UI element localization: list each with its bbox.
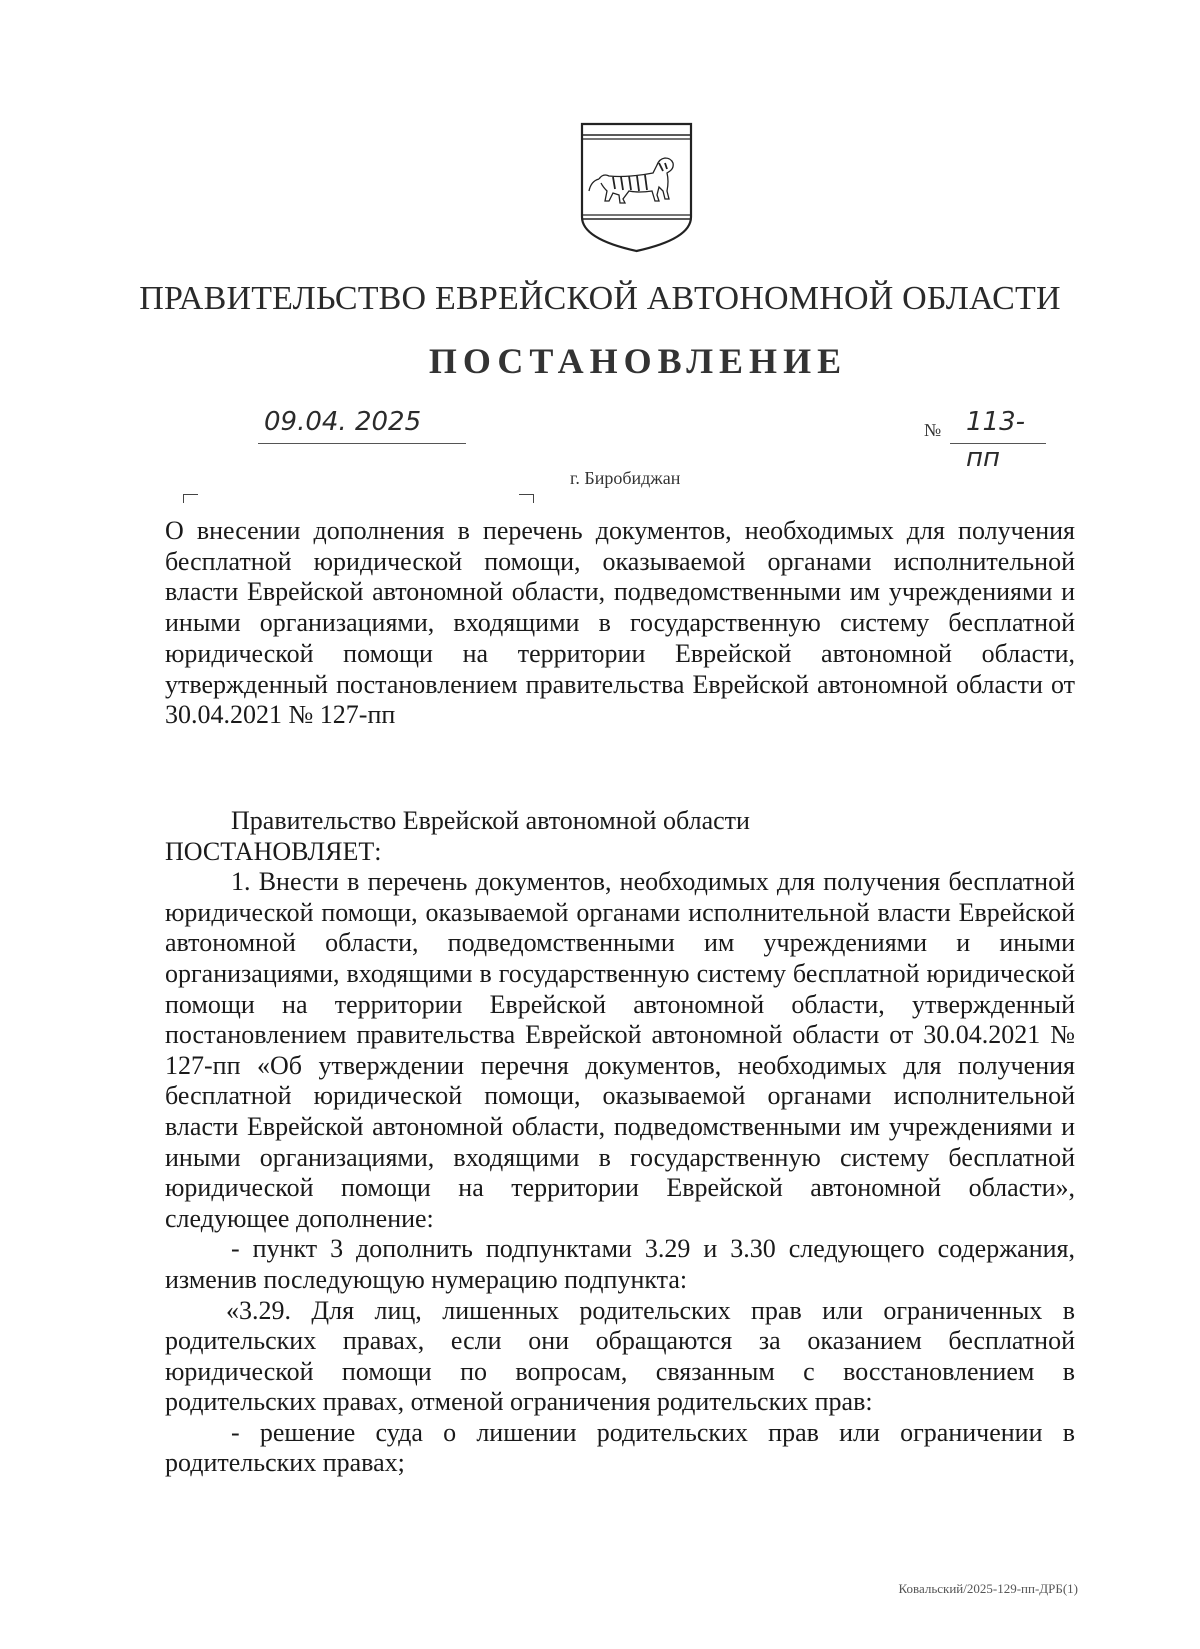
intro-line-1: Правительство Еврейской автономной области [231,806,750,835]
clause-3-29-list-item: - решение суда о лишении родительских прав или ограничении в родительских правах; [165,1417,1075,1478]
clause-3-29-paragraph: «3.29. Для лиц, лишенных родительских прав или ограниченных в родительских правах, если они обращаются за оказанием бесплатной юридической помощи по вопросам, связанным с восстановлением в родительских правах, отменой ограничения родительских прав: [165,1295,1075,1417]
coat-of-arms-tiger-icon [579,121,694,254]
number-label: № [924,420,942,440]
sub-item-paragraph: - пункт 3 дополнить подпунктами 3.29 и 3.30 следующего содержания, изменив последующую нумерацию подпункта: [165,1234,1075,1294]
intro-line-2: ПОСТАНОВЛЯЕТ: [165,836,382,866]
document-type-heading: ПОСТАНОВЛЕНИЕ [428,341,848,381]
subject-corner-mark-left [183,494,198,503]
item-1-paragraph: 1. Внести в перечень документов, необходимых для получения бесплатной юридической помощи, оказываемой органами исполнительной власти Еврейской автономной области, подведомственными им учреждениями и иными организациями, входящими в государственную систему бесплатной юридической помощи на территории Еврейской автономной области, утвержденный постановлением правительства Еврейской автономной области от 30.04.2021 № 127-пп «Об утверждении перечня документов, необходимых для получения бесплатной юридической помощи, оказываемой органами исполнительной власти Еврейской автономной области, подведомственными им учреждениями и иными организациями, входящими в государственную систему бесплатной юридической помощи на территории Еврейской автономной области», следующее дополнение: [165,867,1075,1233]
government-title: ПРАВИТЕЛЬСТВО ЕВРЕЙСКОЙ АВТОНОМНОЙ ОБЛАСТИ [139,280,1061,317]
document-subject: О внесении дополнения в перечень документов, необходимых для получения бесплатной юридической помощи, оказываемой органами исполнительной власти Еврейской автономной области, подведомственными им учреждениями и иными организациями, входящими в государственную систему бесплатной юридической помощи на территории Еврейской автономной области, утвержденный постановлением правительства Еврейской автономной области от 30.04.2021 № 127-пп [165,516,1075,730]
subject-corner-mark-right [519,494,534,503]
handwritten-document-number: 113-пп [950,404,1046,444]
footer-document-code: Ковальский/2025-129-пп-ДРБ(1) [898,1581,1078,1596]
document-body [165,806,1075,1479]
handwritten-date: 09.04. 2025 [258,404,466,444]
city-name: г. Биробиджан [570,468,681,488]
